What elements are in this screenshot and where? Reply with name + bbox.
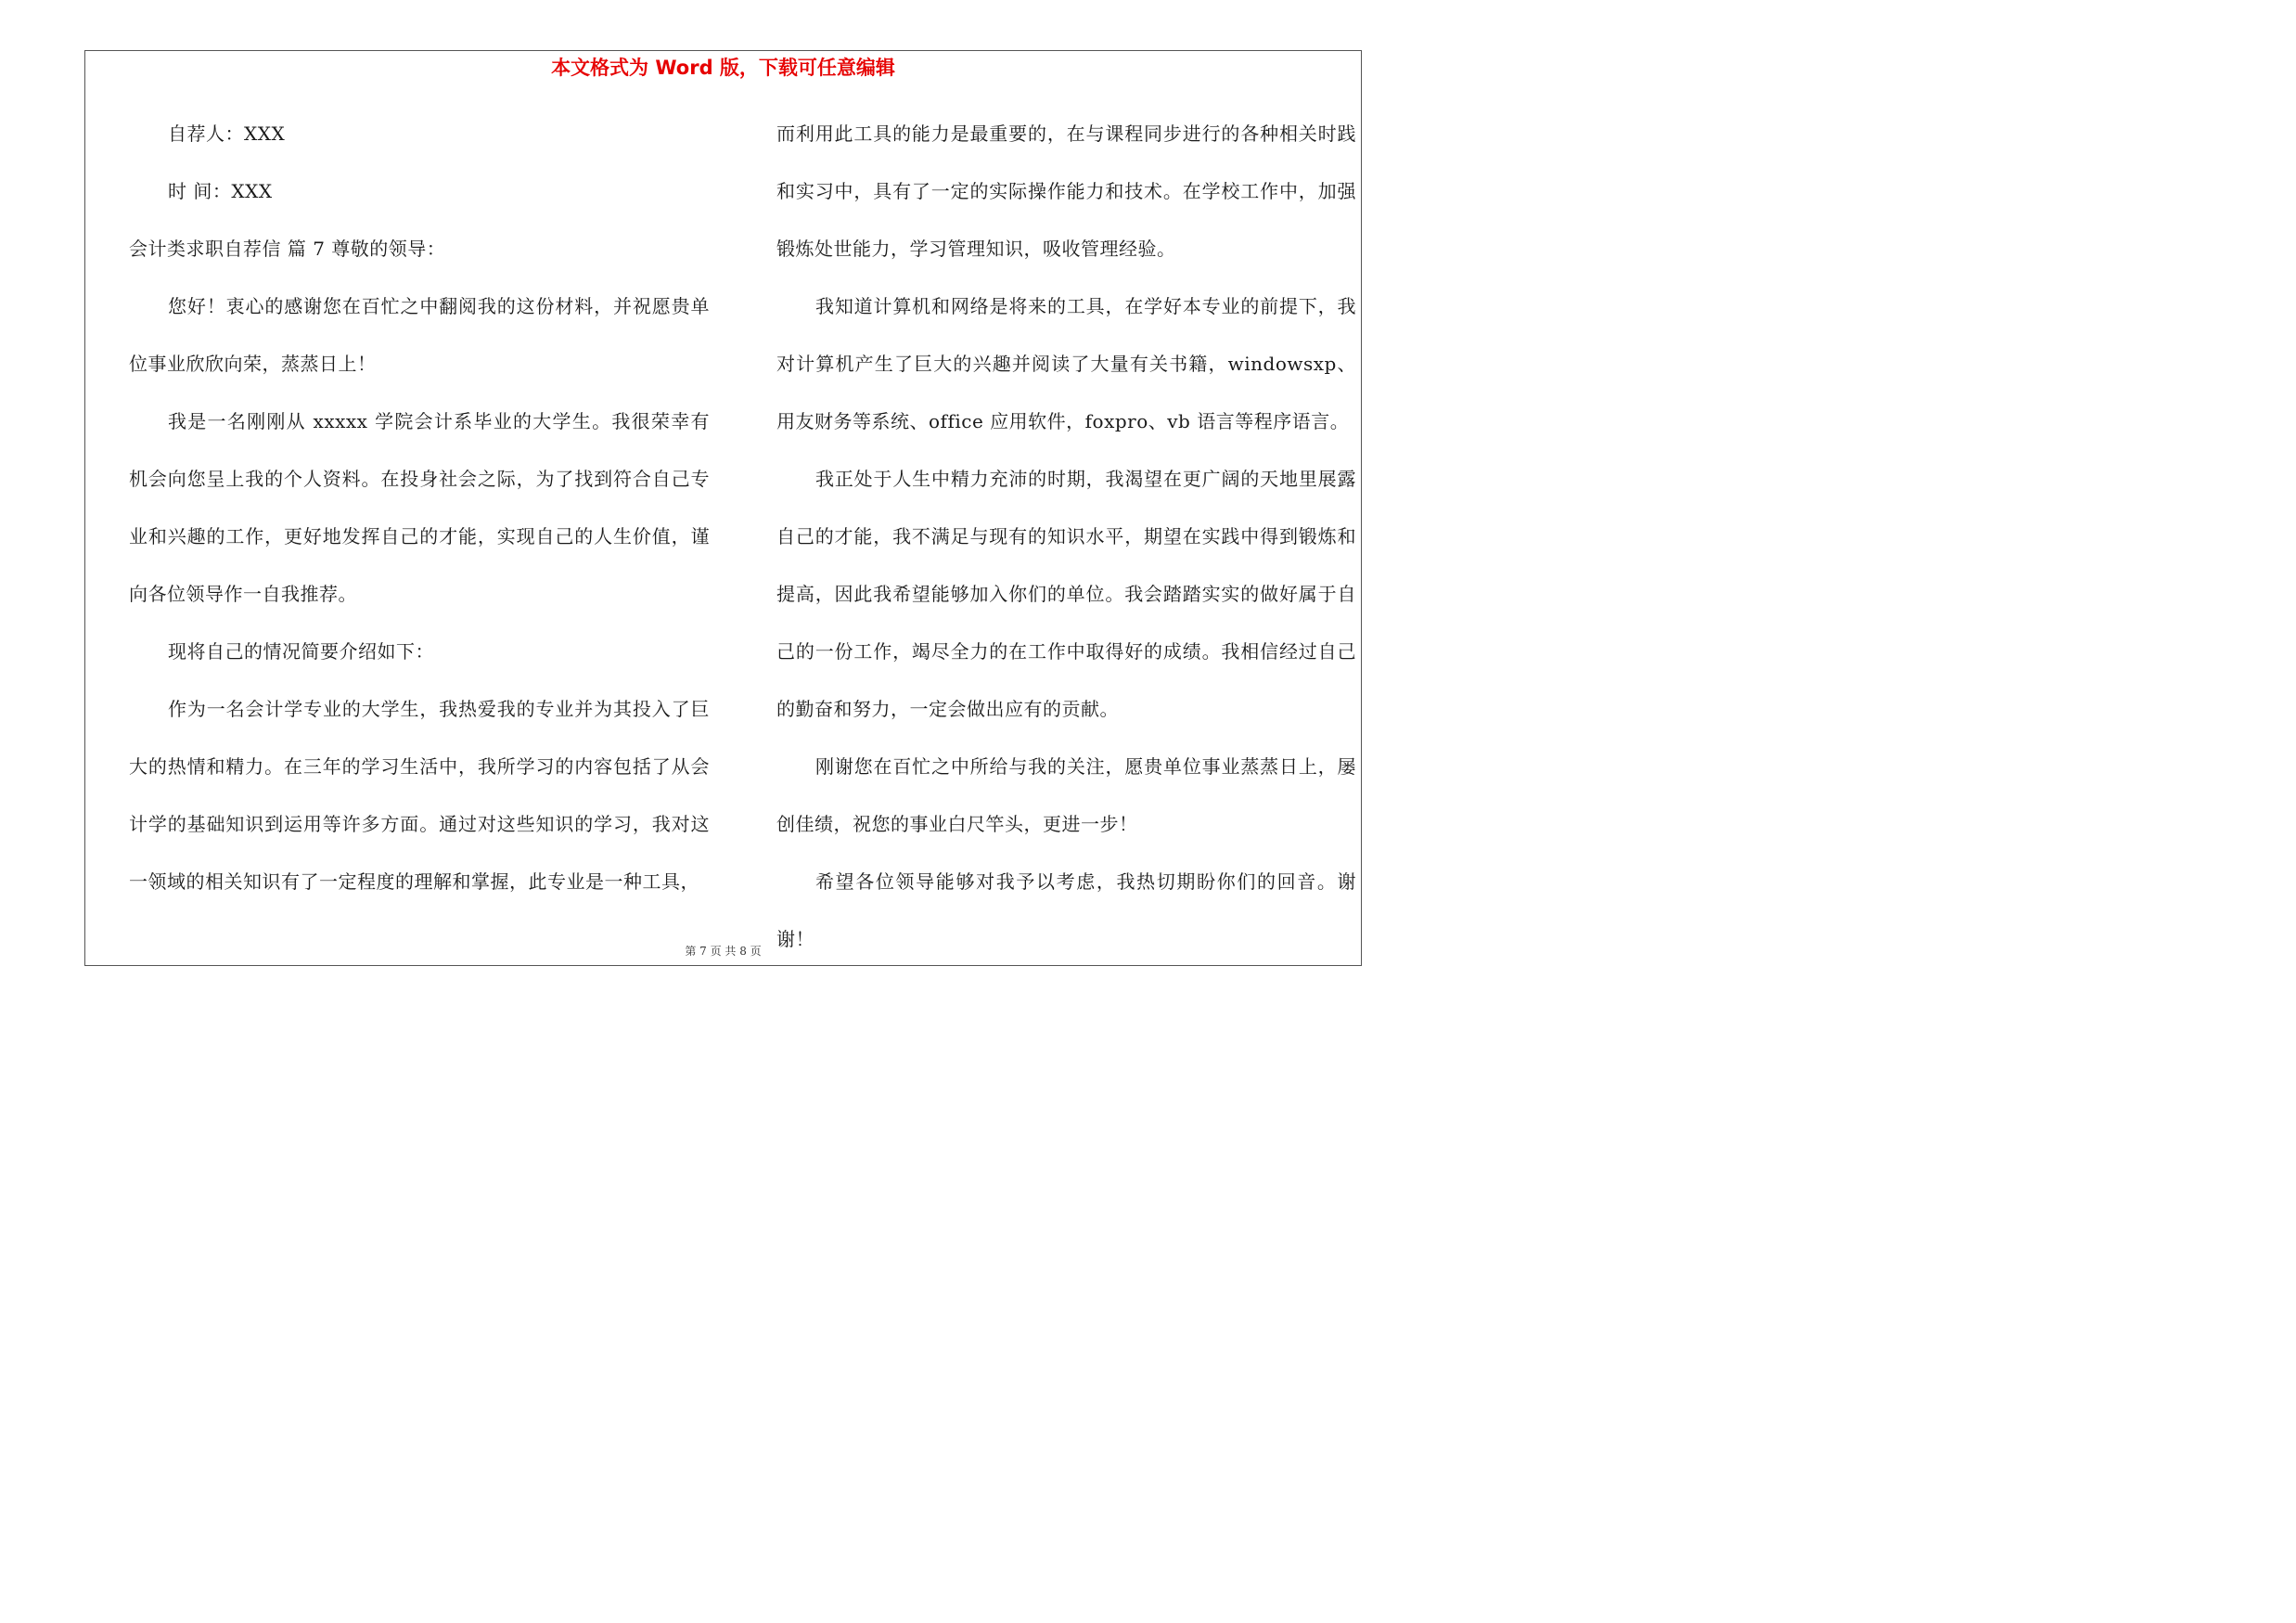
paragraph-introduction: 我是一名刚刚从 xxxxx 学院会计系毕业的大学生。我很荣幸有机会向您呈上我的个人资料。在投身社会之际，为了找到符合自己专业和兴趣的工作，更好地发挥自己的才能，实现自己的人生价值，谨向各位领导作一自我推荐。 [129,410,710,605]
paragraph-letter-title: 会计类求职自荐信 篇 7 尊敬的领导： [129,238,446,260]
paragraph-aspiration: 我正处于人生中精力充沛的时期，我渴望在更广阔的天地里展露自己的才能，我不满足与现有的知识水平，期望在实践中得到锻炼和提高，因此我希望能够加入你们的单位。我会踏踏实实的做好属于自己的一份工作，竭尽全力的在工作中取得好的成绩。我相信经过自己的勤奋和努力，一定会做出应有的贡献。 [776,468,1356,720]
right-text-column [776,105,1356,968]
paragraph-computer-skills: 我知道计算机和网络是将来的工具，在学好本专业的前提下，我对计算机产生了巨大的兴趣并阅读了大量有关书籍，windowsxp、用友财务等系统、office 应用软件，foxpro、vb 语言等程序语言。 [776,295,1356,432]
format-notice-banner: 本文格式为 Word 版，下载可任意编辑 [551,57,895,79]
paragraph-overview-lead: 现将自己的情况简要介绍如下： [168,640,434,663]
paragraph-time: 时 间：XXX [168,180,273,202]
paragraph-greeting: 您好！衷心的感谢您在百忙之中翻阅我的这份材料，并祝愿贵单位事业欣欣向荣，蒸蒸日上！ [129,295,710,375]
paragraph-closing: 希望各位领导能够对我予以考虑，我热切期盼你们的回音。谢谢！ [776,870,1356,950]
paragraph-major: 作为一名会计学专业的大学生，我热爱我的专业并为其投入了巨大的热情和精力。在三年的学习生活中，我所学习的内容包括了从会计学的基础知识到运用等许多方面。通过对这些知识的学习，我对这一领域的相关知识有了一定程度的理解和掌握，此专业是一种工具， [129,698,710,893]
left-text-column [129,105,710,910]
paragraph-recommender: 自荐人：XXX [168,122,286,145]
page-number: 第 7 页 共 8 页 [685,945,762,958]
paragraph-thanks: 刚谢您在百忙之中所给与我的关注，愿贵单位事业蒸蒸日上，屡创佳绩，祝您的事业白尺竿头，更进一步！ [776,755,1356,835]
paragraph-practice: 而利用此工具的能力是最重要的，在与课程同步进行的各种相关时践和实习中，具有了一定的实际操作能力和技术。在学校工作中，加强锻炼处世能力，学习管理知识，吸收管理经验。 [776,122,1356,260]
